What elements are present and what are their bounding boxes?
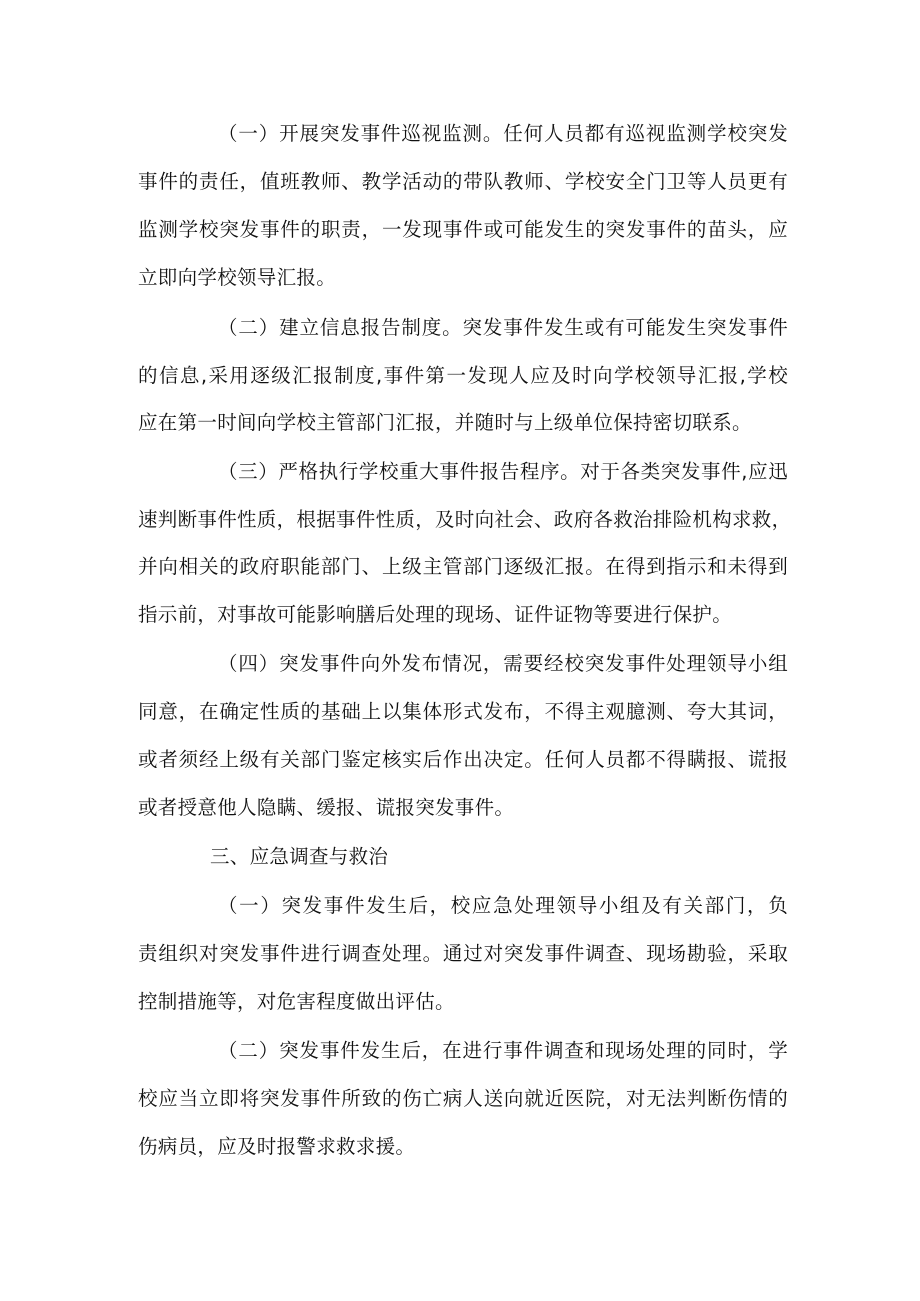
paragraph-1-line-2: 事件的责任，值班教师、教学活动的带队教师、学校安全门卫等人员更有: [138, 170, 788, 193]
paragraph-2-line-2: 的信息,采用逐级汇报制度,事件第一发现人应及时向学校领导汇报,学校: [138, 364, 788, 387]
paragraph-3-line-1: （三）严格执行学校重大事件报告程序。对于各类突发事件,应迅: [218, 460, 788, 483]
paragraph-6-line-1: （二）突发事件发生后，在进行事件调查和现场处理的同时，学: [218, 1039, 788, 1062]
paragraph-4-line-4: 或者授意他人隐瞒、缓报、谎报突发事件。: [138, 796, 515, 819]
paragraph-5-line-2: 责组织对突发事件进行调查处理。通过对突发事件调查、现场勘验，采取: [138, 942, 788, 965]
paragraph-3-line-3: 并向相关的政府职能部门、上级主管部门逐级汇报。在得到指示和未得到: [138, 555, 788, 578]
paragraph-5-line-3: 控制措施等，对危害程度做出评估。: [138, 990, 455, 1013]
paragraph-6-line-2: 校应当立即将突发事件所致的伤亡病人送向就近医院，对无法判断伤情的: [138, 1087, 788, 1110]
paragraph-5-line-1: （一）突发事件发生后，校应急处理领导小组及有关部门，负: [218, 894, 788, 917]
paragraph-4-line-2: 同意，在确定性质的基础上以集体形式发布，不得主观臆测、夸大其词，: [138, 700, 788, 723]
section-heading: 三、应急调查与救治: [210, 845, 389, 868]
paragraph-1-line-3: 监测学校突发事件的职责，一发现事件或可能发生的突发事件的苗头，应: [138, 218, 788, 241]
paragraph-4-line-3: 或者须经上级有关部门鉴定核实后作出决定。任何人员都不得瞒报、谎报: [138, 748, 788, 771]
paragraph-1-line-1: （一）开展突发事件巡视监测。任何人员都有巡视监测学校突发: [218, 122, 788, 145]
paragraph-2-line-1: （二）建立信息报告制度。突发事件发生或有可能发生突发事件: [218, 316, 788, 339]
paragraph-3-line-4: 指示前，对事故可能影响膳后处理的现场、证件证物等要进行保护。: [138, 603, 733, 626]
paragraph-4-line-1: （四）突发事件向外发布情况，需要经校突发事件处理领导小组: [218, 652, 788, 675]
paragraph-1-line-4: 立即向学校领导汇报。: [138, 266, 337, 289]
paragraph-2-line-3: 应在第一时间向学校主管部门汇报，并随时与上级单位保持密切联系。: [138, 411, 752, 434]
paragraph-6-line-3: 伤病员，应及时报警求救求援。: [138, 1135, 416, 1158]
paragraph-3-line-2: 速判断事件性质，根据事件性质，及时向社会、政府各救治排险机构求救，: [138, 508, 792, 531]
